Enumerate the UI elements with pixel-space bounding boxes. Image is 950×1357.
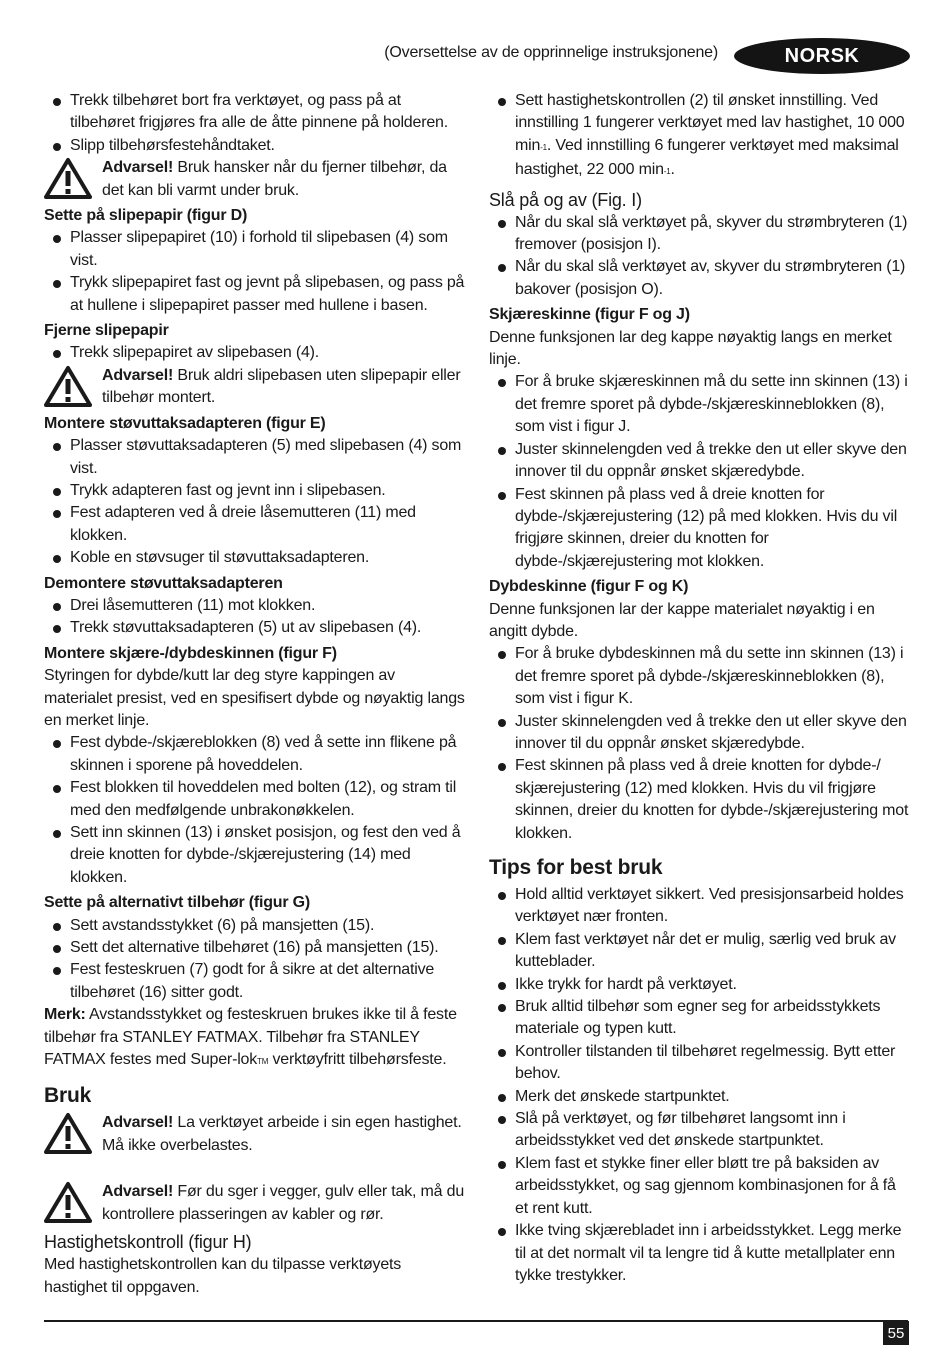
section-title-use: Bruk: [44, 1084, 92, 1108]
depth-rail-list: [489, 643, 909, 845]
warning-triangle-icon: [44, 1112, 102, 1157]
list-item: Trekk støvuttaksadapteren (5) ut av slipebasen (4).: [44, 617, 466, 639]
list-item: Når du skal slå verktøyet på, skyver du strømbryteren (1) fremover (posisjon I).: [489, 212, 909, 257]
note-text: Avstandsstykket og festeskruen brukes ikke til å feste tilbehør fra STANLEY FATMAX. Tilbehør fra STANLEY FATMAX festes med Super-lok: [44, 1006, 457, 1069]
list-item: Fest adapteren ved å dreie låsemutteren (11) med klokken.: [44, 502, 466, 547]
warning-text: Bruk aldri slipebasen uten slipepapir eller tilbehør montert.: [102, 366, 461, 407]
list-item: Hold alltid verktøyet sikkert. Ved presisjonsarbeid holdes verktøyet nær fronten.: [489, 884, 909, 929]
warning-block: [44, 1112, 466, 1157]
section-heading: Demontere støvuttaksadapteren: [44, 574, 283, 592]
warning-block: [44, 1181, 466, 1226]
list-item: Ikke trykk for hardt på verktøyet.: [489, 974, 909, 996]
page-number: 55: [883, 1321, 909, 1345]
dust-off-list: [44, 595, 466, 640]
warning-block: [44, 157, 466, 202]
section-heading: Slå på og av (Fig. I): [489, 189, 642, 210]
list-item: For å bruke skjæreskinnen må du sette inn skinnen (13) i det fremre sporet på dybde-/skjæreskinneblokken (8), som vist i figur J.: [489, 371, 909, 438]
warning-label: Advarsel!: [102, 1114, 174, 1132]
warning-label: Advarsel!: [102, 159, 174, 177]
paragraph: Styringen for dybde/kutt lar deg styre kappingen av materialet presist, ved en spesifisert dybde og nøyaktig langs en merket linje.: [44, 667, 465, 729]
section-heading: Skjæreskinne (figur F og J): [489, 306, 690, 324]
list-item: Sett det alternative tilbehøret (16) på mansjetten (15).: [44, 937, 466, 959]
right-column: [489, 90, 909, 1287]
list-item: Drei låsemutteren (11) mot klokken.: [44, 595, 466, 617]
intro-bullet-list: [44, 90, 466, 157]
list-item: Juster skinnelengden ved å trekke den ut eller skyve den innover til du oppnår ønsket skjæredybde.: [489, 711, 909, 756]
speed-text: . Ved innstilling 6 fungerer verktøyet med maksimal hastighet, 22 000 min: [515, 136, 899, 179]
list-item: Sett inn skinnen (13) i ønsket posisjon, og fest den ved å dreie knotten for dybde-/skjærejustering (14) med klokken.: [44, 822, 466, 889]
list-item: Sett avstandsstykket (6) på mansjetten (15).: [44, 915, 466, 937]
paragraph: Denne funksjonen lar der kappe materialet nøyaktig i en angitt dybde.: [489, 600, 875, 640]
footer-divider: [44, 1320, 908, 1322]
header-subtitle: (Oversettelse av de opprinnelige instruksjonene): [384, 44, 718, 61]
warning-label: Advarsel!: [102, 366, 174, 384]
section-title-tips: Tips for best bruk: [489, 856, 663, 879]
sandpaper-on-list: [44, 227, 466, 317]
speed-list: [489, 90, 909, 184]
section-heading: Dybdeskinne (figur F og K): [489, 578, 689, 596]
list-item: Trykk adapteren fast og jevnt inn i slipebasen.: [44, 480, 466, 502]
list-item: Merk det ønskede startpunktet.: [489, 1086, 909, 1108]
cut-rail-list: [489, 371, 909, 573]
unit-superscript: -1: [663, 167, 671, 177]
list-item: Slipp tilbehørsfestehåndtaket.: [44, 135, 466, 157]
list-item: Juster skinnelengden ved å trekke den ut eller skyve den innover til du oppnår ønsket skjæredybde.: [489, 439, 909, 484]
list-item: Slå på verktøyet, og før tilbehøret langsomt inn i arbeidsstykket ved det ønskede startpunktet.: [489, 1108, 909, 1153]
note-text-end: verktøyfritt tilbehørsfeste.: [268, 1051, 447, 1069]
list-item: Fest festeskruen (7) godt for å sikre at det alternative tilbehøret (16) sitter godt.: [44, 959, 466, 1004]
guide-list: [44, 732, 466, 889]
list-item: Trekk slipepapiret av slipebasen (4).: [44, 342, 466, 364]
section-heading: Sette på slipepapir (figur D): [44, 207, 248, 225]
list-item: Fest skinnen på plass ved å dreie knotten for dybde-/ skjærejustering (12) med klokken. Hvis du vil frigjøre skinnen, dreier du knotten for dybde-/skjærejustering mot klokken.: [489, 755, 909, 845]
list-item: [489, 90, 909, 184]
list-item: For å bruke dybdeskinnen må du sette inn skinnen (13) i det fremre sporet på dybde-/skjæreskinneblokken (8), som vist i figur K.: [489, 643, 909, 710]
speed-text: Sett hastighetskontrollen (2) til ønsket innstilling. Ved innstilling 1 fungerer verktøyet med lav hastighet, 10 000 min: [515, 92, 905, 154]
warning-block: [44, 365, 466, 410]
section-heading: Montere skjære-/dybdeskinnen (figur F): [44, 644, 337, 662]
note-label: Merk:: [44, 1006, 86, 1024]
speed-text: .: [670, 161, 675, 179]
tips-list: [489, 884, 909, 1287]
sandpaper-off-list: [44, 342, 466, 364]
list-item: Fest skinnen på plass ved å dreie knotten for dybde-/skjærejustering (12) på med klokken. Hvis du vil frigjøre skinnen, dreier du knotten for dybde-/skjærejustering mot klokken.: [489, 484, 909, 574]
paragraph: Med hastighetskontrollen kan du tilpasse verktøyets hastighet til oppgaven.: [44, 1256, 402, 1296]
list-item: Trekk tilbehøret bort fra verktøyet, og pass på at tilbehøret frigjøres fra alle de åtte pinnene på holderen.: [44, 90, 466, 135]
dust-on-list: [44, 435, 466, 569]
section-heading: Sette på alternativt tilbehør (figur G): [44, 894, 311, 912]
warning-triangle-icon: [44, 1181, 102, 1226]
list-item: Plasser støvuttaksadapteren (5) med slipebasen (4) som vist.: [44, 435, 466, 480]
list-item: Ikke tving skjærebladet inn i arbeidsstykket. Legg merke til at det normalt vil ta lengre tid å kutte metallplater enn tykke trestykker.: [489, 1220, 909, 1287]
list-item: Klem fast et stykke finer eller bløtt tre på baksiden av arbeidsstykket, og sag gjennom kombinasjonen for å få et rent kutt.: [489, 1153, 909, 1220]
warning-text: Bruk hansker når du fjerner tilbehør, da det kan bli varmt under bruk.: [102, 159, 447, 199]
unit-superscript: -1: [540, 142, 547, 152]
alt-accessory-list: [44, 915, 466, 1005]
warning-label: Advarsel!: [102, 1183, 174, 1201]
note-paragraph: [44, 1004, 466, 1073]
trademark-mark: TM: [257, 1057, 269, 1067]
list-item: Når du skal slå verktøyet av, skyver du strømbryteren (1) bakover (posisjon O).: [489, 256, 909, 301]
onoff-list: [489, 212, 909, 302]
list-item: Koble en støvsuger til støvuttaksadapteren.: [44, 547, 466, 569]
list-item: Kontroller tilstanden til tilbehøret regelmessig. Bytt etter behov.: [489, 1041, 909, 1086]
section-heading: Hastighetskontroll (figur H): [44, 1232, 252, 1253]
list-item: Trykk slipepapiret fast og jevnt på slipebasen, og pass på at hullene i slipepapiret passer med hullene i basen.: [44, 272, 466, 317]
left-column: [44, 90, 466, 1299]
warning-text: Før du sger i vegger, gulv eller tak, må du kontrollere plasseringen av kabler og rør.: [102, 1183, 465, 1223]
list-item: Plasser slipepapiret (10) i forhold til slipebasen (4) som vist.: [44, 227, 466, 272]
list-item: Klem fast verktøyet når det er mulig, særlig ved bruk av kutteblader.: [489, 929, 909, 974]
paragraph: Denne funksjonen lar deg kappe nøyaktig langs en merket linje.: [489, 328, 892, 369]
section-heading: Montere støvuttaksadapteren (figur E): [44, 414, 326, 432]
language-badge: NORSK: [734, 38, 910, 74]
warning-text: La verktøyet arbeide i sin egen hastighet. Må ikke overbelastes.: [102, 1114, 462, 1154]
warning-triangle-icon: [44, 157, 102, 202]
list-item: Fest blokken til hoveddelen med bolten (12), og stram til med den medfølgende unbrakonøkkelen.: [44, 777, 466, 822]
warning-triangle-icon: [44, 365, 102, 410]
section-heading: Fjerne slipepapir: [44, 322, 169, 340]
list-item: Fest dybde-/skjæreblokken (8) ved å sette inn flikene på skinnen i sporene på hoveddelen.: [44, 732, 466, 777]
list-item: Bruk alltid tilbehør som egner seg for arbeidsstykkets materiale og typen kutt.: [489, 996, 909, 1041]
